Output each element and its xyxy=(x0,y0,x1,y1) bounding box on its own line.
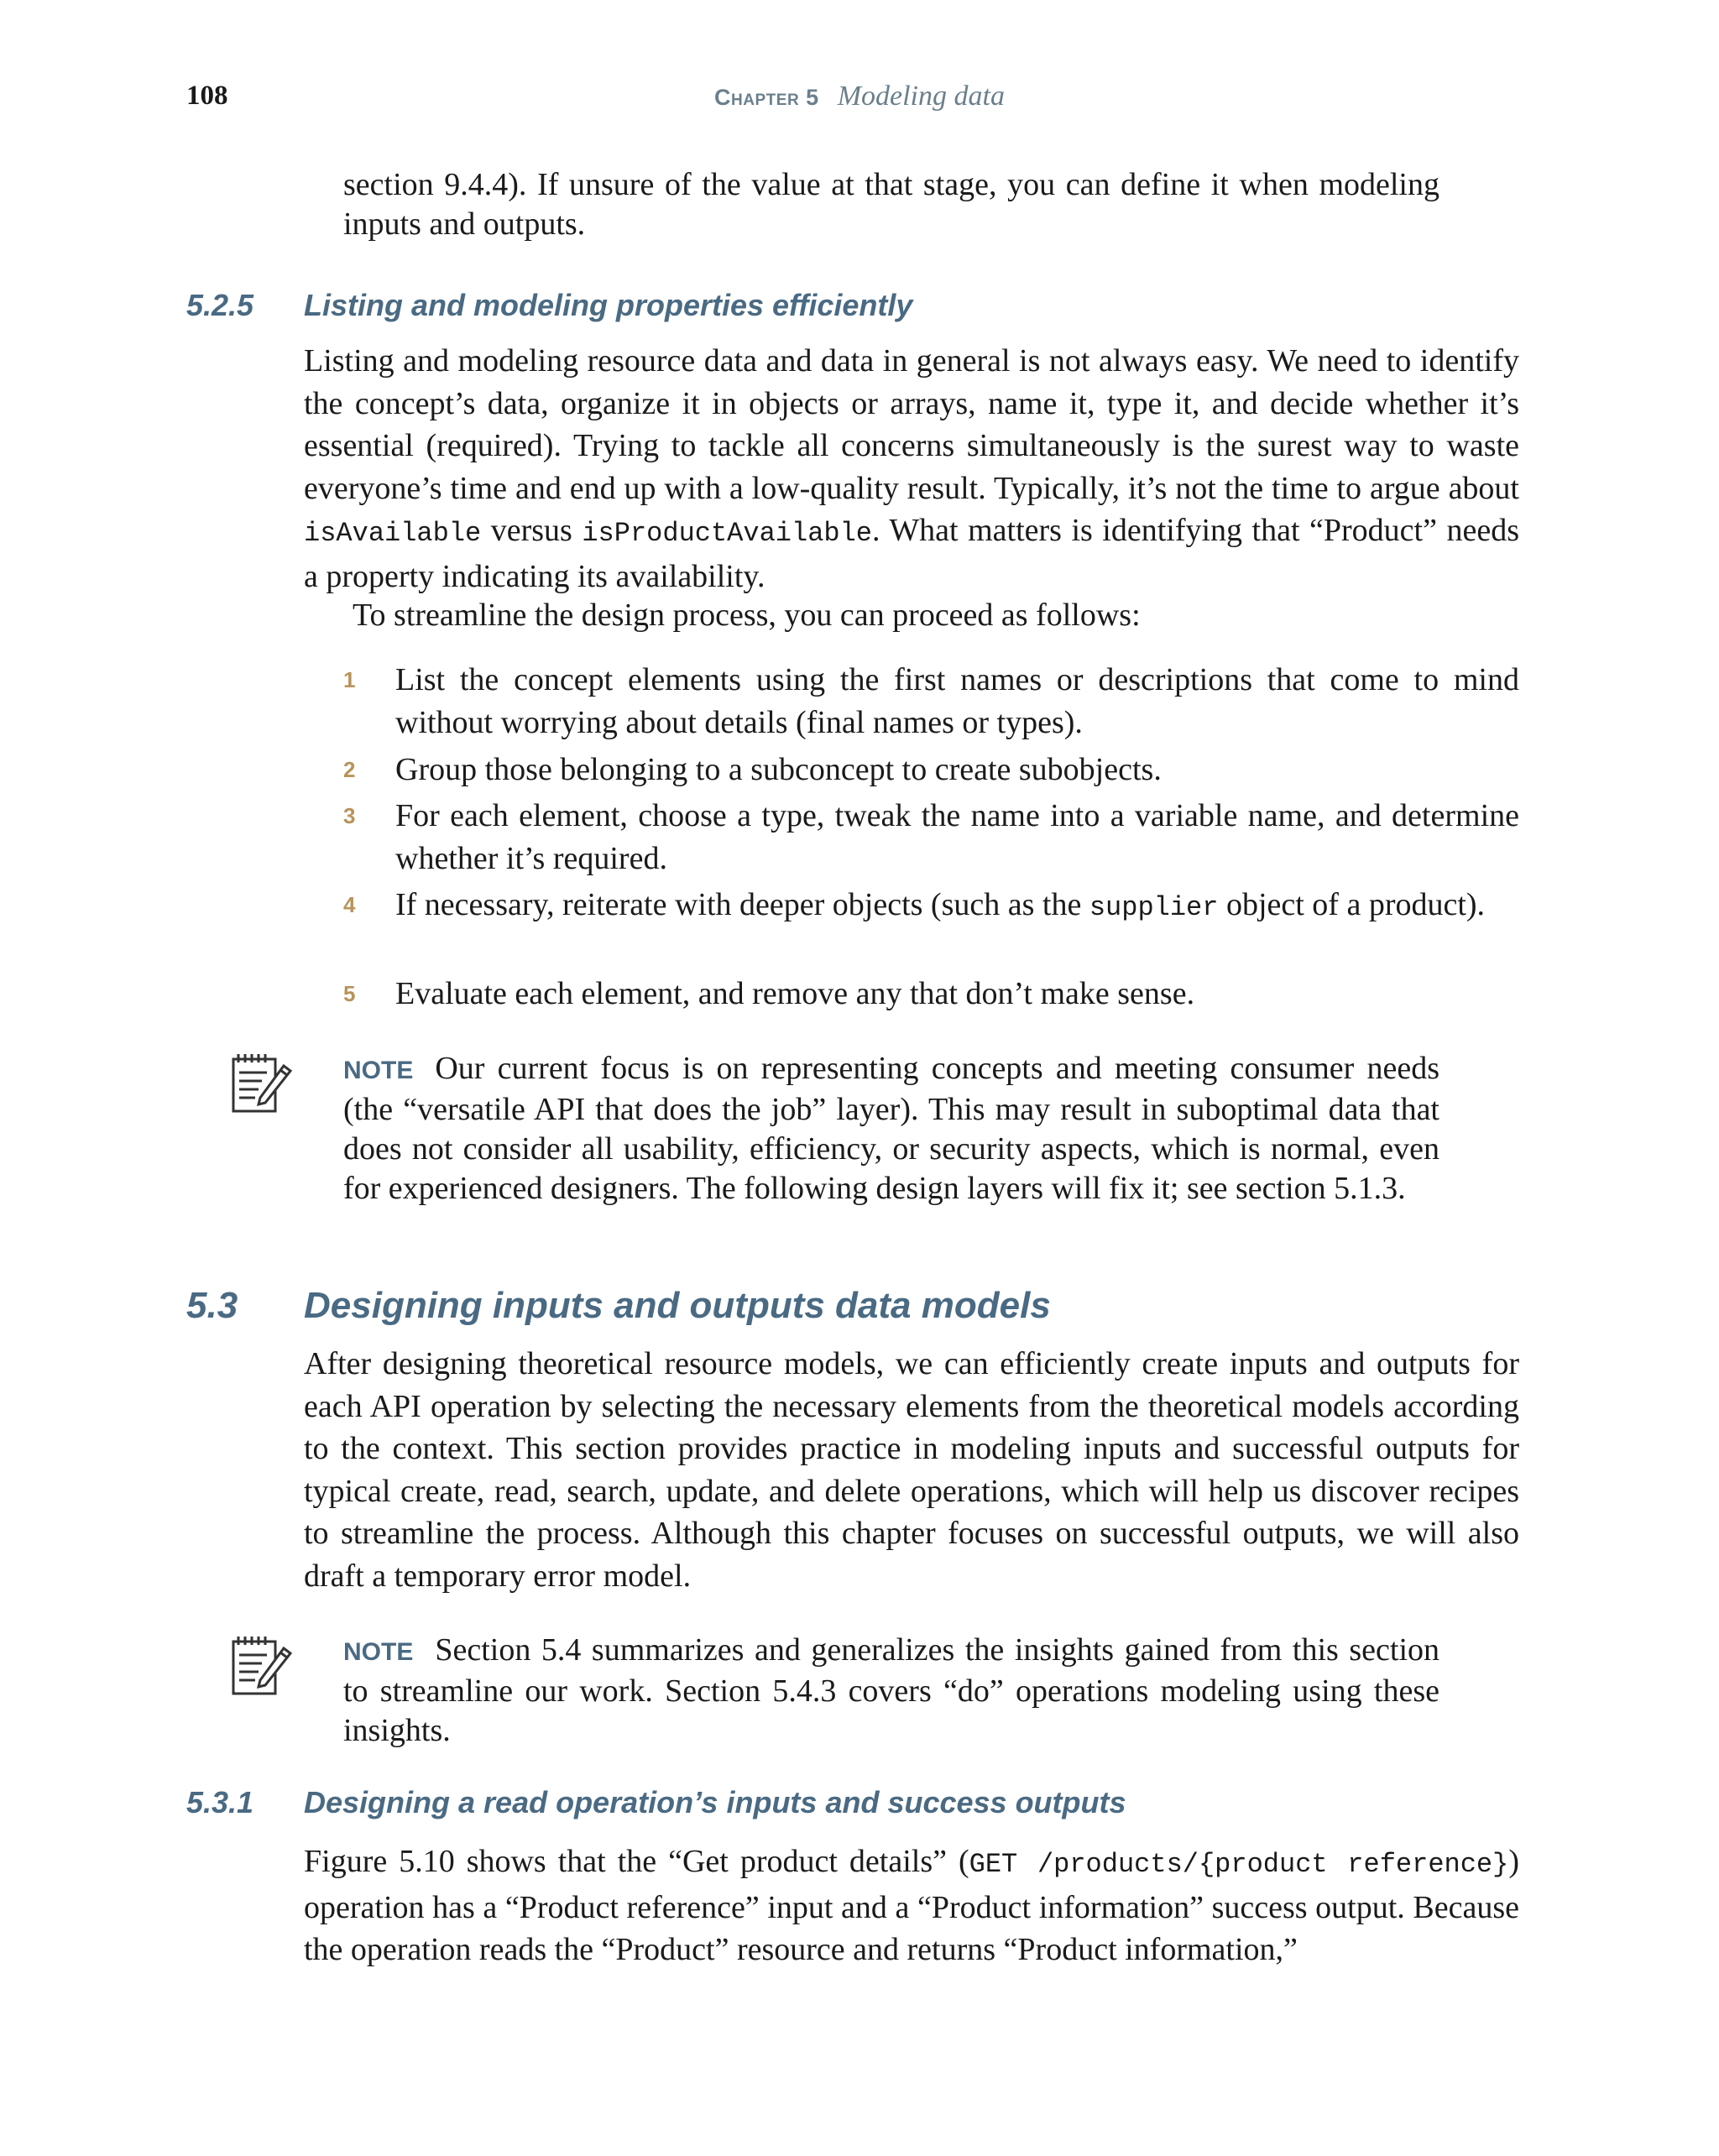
list-item: 2 Group those belonging to a subconcept to create subobjects. xyxy=(343,749,1519,791)
section-title: Designing inputs and outputs data models xyxy=(304,1285,1051,1326)
paragraph-listing-modeling: Listing and modeling resource data and data in general is not always easy. We need to identify the concept’s data, organize it in objects or arrays, name it, type it, and decide whether it’s essential (required). Trying to tackle all concerns simultaneously is the surest way to waste everyone’s time and end up with a low-quality result. Typically, it’s not the time to argue about isAvailable versus isProductAvailable. What matters is identifying that “Product” needs a property indicating its availability. xyxy=(304,343,1519,594)
list-number: 1 xyxy=(343,667,356,692)
chapter-title: Modeling data xyxy=(837,81,1005,112)
code-supplier: supplier xyxy=(1089,892,1219,923)
note-section-5-4: NOTE Section 5.4 summarizes and generalizes the insights gained from this section to streamline our work. Section 5.4.3 covers “do” operations modeling using these insights. xyxy=(343,1632,1439,1748)
list-number: 2 xyxy=(343,757,356,782)
list-number: 3 xyxy=(343,803,356,828)
code-get-products: GET /products/{product reference} xyxy=(969,1849,1509,1880)
section-heading-5-3 xyxy=(186,1285,1529,1332)
list-item: 3 For each element, choose a type, tweak the name into a variable name, and determine whether it’s required. xyxy=(343,795,1519,880)
section-number: 5.2.5 xyxy=(186,288,254,322)
code-isproductavailable: isProductAvailable xyxy=(582,518,872,549)
notepad-icon xyxy=(228,1051,295,1118)
section-title: Listing and modeling properties efficiently xyxy=(304,288,913,322)
section-heading-5-3-1 xyxy=(186,1785,1529,1824)
running-head xyxy=(0,81,1719,112)
list-number: 4 xyxy=(343,892,356,917)
list-item: 5 Evaluate each element, and remove any that don’t make sense. xyxy=(343,973,1519,1015)
list-number: 5 xyxy=(343,981,356,1006)
paragraph-read-operation: Figure 5.10 shows that the “Get product details” (GET /products/{product reference}) operation has a “Product reference” input and a “Product information” success output. Because the operation reads the “Product” resource and returns “Product information,” xyxy=(304,1844,1519,1967)
page-header xyxy=(0,81,1719,123)
chapter-label: Chapter 5 xyxy=(714,85,819,110)
page-number: 108 xyxy=(186,81,228,111)
section-number: 5.3.1 xyxy=(186,1785,254,1819)
section-heading-5-2-5 xyxy=(186,288,1529,326)
note-label: NOTE xyxy=(343,1057,414,1084)
section-number: 5.3 xyxy=(186,1285,238,1326)
notepad-icon xyxy=(228,1633,295,1700)
list-item: 1 List the concept elements using the first names or descriptions that come to mind without worrying about details (final names or types). xyxy=(343,659,1519,744)
intro-paragraph: section 9.4.4). If unsure of the value at that stage, you can define it when modeling inputs and outputs. xyxy=(343,167,1439,242)
code-isavailable: isAvailable xyxy=(304,518,482,549)
section-title: Designing a read operation’s inputs and success outputs xyxy=(304,1785,1126,1819)
note-label: NOTE xyxy=(343,1638,414,1666)
list-item: 4 If necessary, reiterate with deeper objects (such as the supplier object of a product). xyxy=(343,884,1519,930)
note-concepts: NOTE Our current focus is on representing concepts and meeting consumer needs (the “versatile API that does the job” layer). This may result in suboptimal data that does not consider all usability, efficiency, or security aspects, which is normal, even for experienced designers. The following design layers will fix it; see section 5.1.3. xyxy=(343,1051,1439,1206)
paragraph-designing-inputs-outputs: After designing theoretical resource models, we can efficiently create inputs and outputs for each API operation by selecting the necessary elements from the theoretical models according to the context. This section provides practice in modeling inputs and successful outputs for typical create, read, search, update, and delete operations, which will help us discover recipes to streamline the process. Although this chapter focuses on successful outputs, we will also draft a temporary error model. xyxy=(304,1346,1519,1594)
paragraph-streamline-intro: To streamline the design process, you can proceed as follows: xyxy=(353,598,1141,633)
